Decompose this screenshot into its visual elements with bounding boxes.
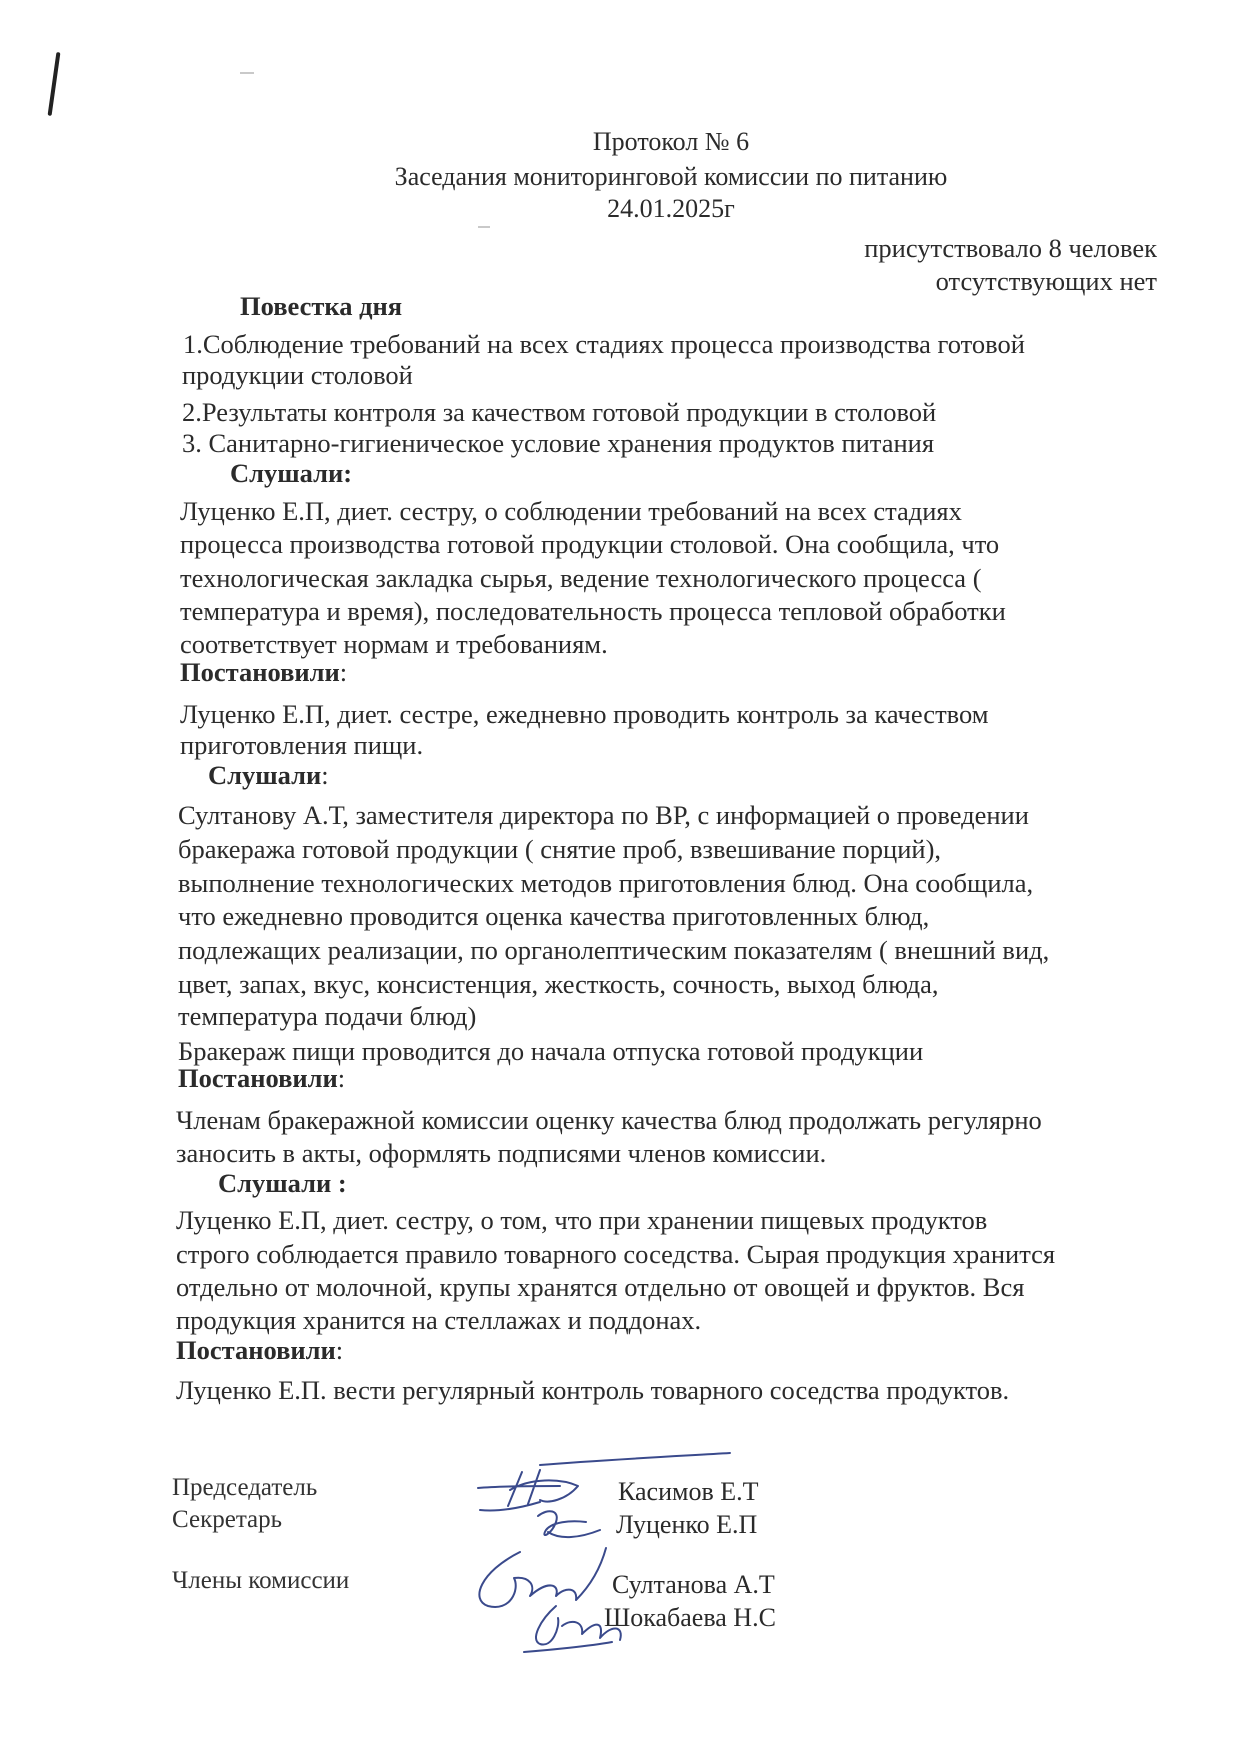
- decided-text-3: Луценко Е.П. вести регулярный контроль товарного соседства продуктов.: [176, 1375, 1010, 1405]
- heard-text-1: температура и время), последовательность процесса тепловой обработки: [180, 596, 1006, 626]
- agenda-heading: Повестка дня: [240, 291, 403, 321]
- decided-label: Постановили: [178, 1063, 338, 1093]
- decided-text-2: заносить в акты, оформлять подписями членов комиссии.: [176, 1138, 827, 1168]
- members-role: Члены комиссии: [172, 1567, 350, 1594]
- agenda-item-2: 2.Результаты контроля за качеством готовой продукции в столовой: [182, 397, 937, 427]
- attendance-absent: отсутствующих нет: [935, 266, 1157, 296]
- heard-text-2: Султанову А.Т, заместителя директора по ВР, с информацией о проведении: [178, 800, 1029, 830]
- chair-role: Председатель: [172, 1474, 318, 1501]
- heard-text-2: бракеража готовой продукции ( снятие проб, взвешивание порций),: [178, 834, 942, 864]
- protocol-title: Протокол № 6: [592, 127, 750, 156]
- agenda-item-1: 1.Соблюдение требований на всех стадиях процесса производства готовой: [183, 329, 1025, 359]
- heard-text-1: процесса производства готовой продукции столовой. Она сообщила, что: [180, 529, 1000, 559]
- decided-label: Постановили: [176, 1335, 336, 1365]
- heard-colon: :: [321, 760, 329, 790]
- heard-text-2: подлежащих реализации, по органолептическим показателям ( внешний вид,: [178, 935, 1050, 965]
- heard-text-1: Луценко Е.П, диет. сестру, о соблюдении требований на всех стадиях: [180, 496, 962, 526]
- heard-label: Слушали: [208, 760, 322, 790]
- decided-colon: :: [335, 1335, 344, 1365]
- secretary-role: Секретарь: [172, 1506, 283, 1533]
- heard-text-3: продукция хранится на стеллажах и поддонах.: [176, 1305, 702, 1335]
- heard-text-2: температура подачи блюд): [178, 1001, 477, 1031]
- heard-text-1: соответствует нормам и требованиям.: [180, 629, 608, 659]
- heard-heading-3: Слушали :: [218, 1168, 347, 1198]
- chair-name: Касимов Е.Т: [618, 1477, 759, 1506]
- heard-heading-1: Слушали:: [230, 458, 353, 488]
- heard-text-3: отдельно от молочной, крупы хранятся отдельно от овощей и фруктов. Вся: [176, 1272, 1025, 1302]
- decided-text-1: Луценко Е.П, диет. сестре, ежедневно проводить контроль за качеством: [180, 699, 989, 729]
- secretary-name: Луценко Е.П: [616, 1510, 758, 1539]
- decided-colon: :: [339, 657, 348, 687]
- protocol-subtitle: Заседания мониторинговой комиссии по питанию: [394, 162, 948, 191]
- heard-text-2: Бракераж пищи проводится до начала отпуска готовой продукции: [178, 1036, 924, 1066]
- decided-text-2: Членам бракеражной комиссии оценку качества блюд продолжать регулярно: [176, 1105, 1042, 1135]
- agenda-item-1-cont: продукции столовой: [182, 360, 413, 390]
- heard-text-2: что ежедневно проводится оценка качества приготовленных блюд,: [178, 901, 930, 931]
- heard-text-2: цвет, запах, вкус, консистенция, жесткость, сочность, выход блюда,: [178, 969, 939, 999]
- decided-colon: :: [337, 1063, 346, 1093]
- decided-text-1: приготовления пищи.: [180, 730, 424, 760]
- agenda-item-3: 3. Санитарно-гигиеническое условие хранения продуктов питания: [182, 428, 935, 458]
- decided-label: Постановили: [180, 657, 340, 687]
- attendance-present: присутствовало 8 человек: [864, 233, 1157, 263]
- member-1-name: Султанова А.Т: [612, 1570, 775, 1599]
- protocol-date: 24.01.2025г: [607, 194, 735, 223]
- heard-text-3: Луценко Е.П, диет. сестру, о том, что при хранении пищевых продуктов: [176, 1205, 988, 1235]
- member-2-name: Шокабаева Н.С: [604, 1603, 776, 1632]
- heard-text-3: строго соблюдается правило товарного соседства. Сырая продукция хранится: [176, 1239, 1056, 1269]
- heard-text-2: выполнение технологических методов приготовления блюд. Она сообщила,: [178, 868, 1034, 898]
- heard-text-1: технологическая закладка сырья, ведение технологического процесса (: [180, 563, 982, 593]
